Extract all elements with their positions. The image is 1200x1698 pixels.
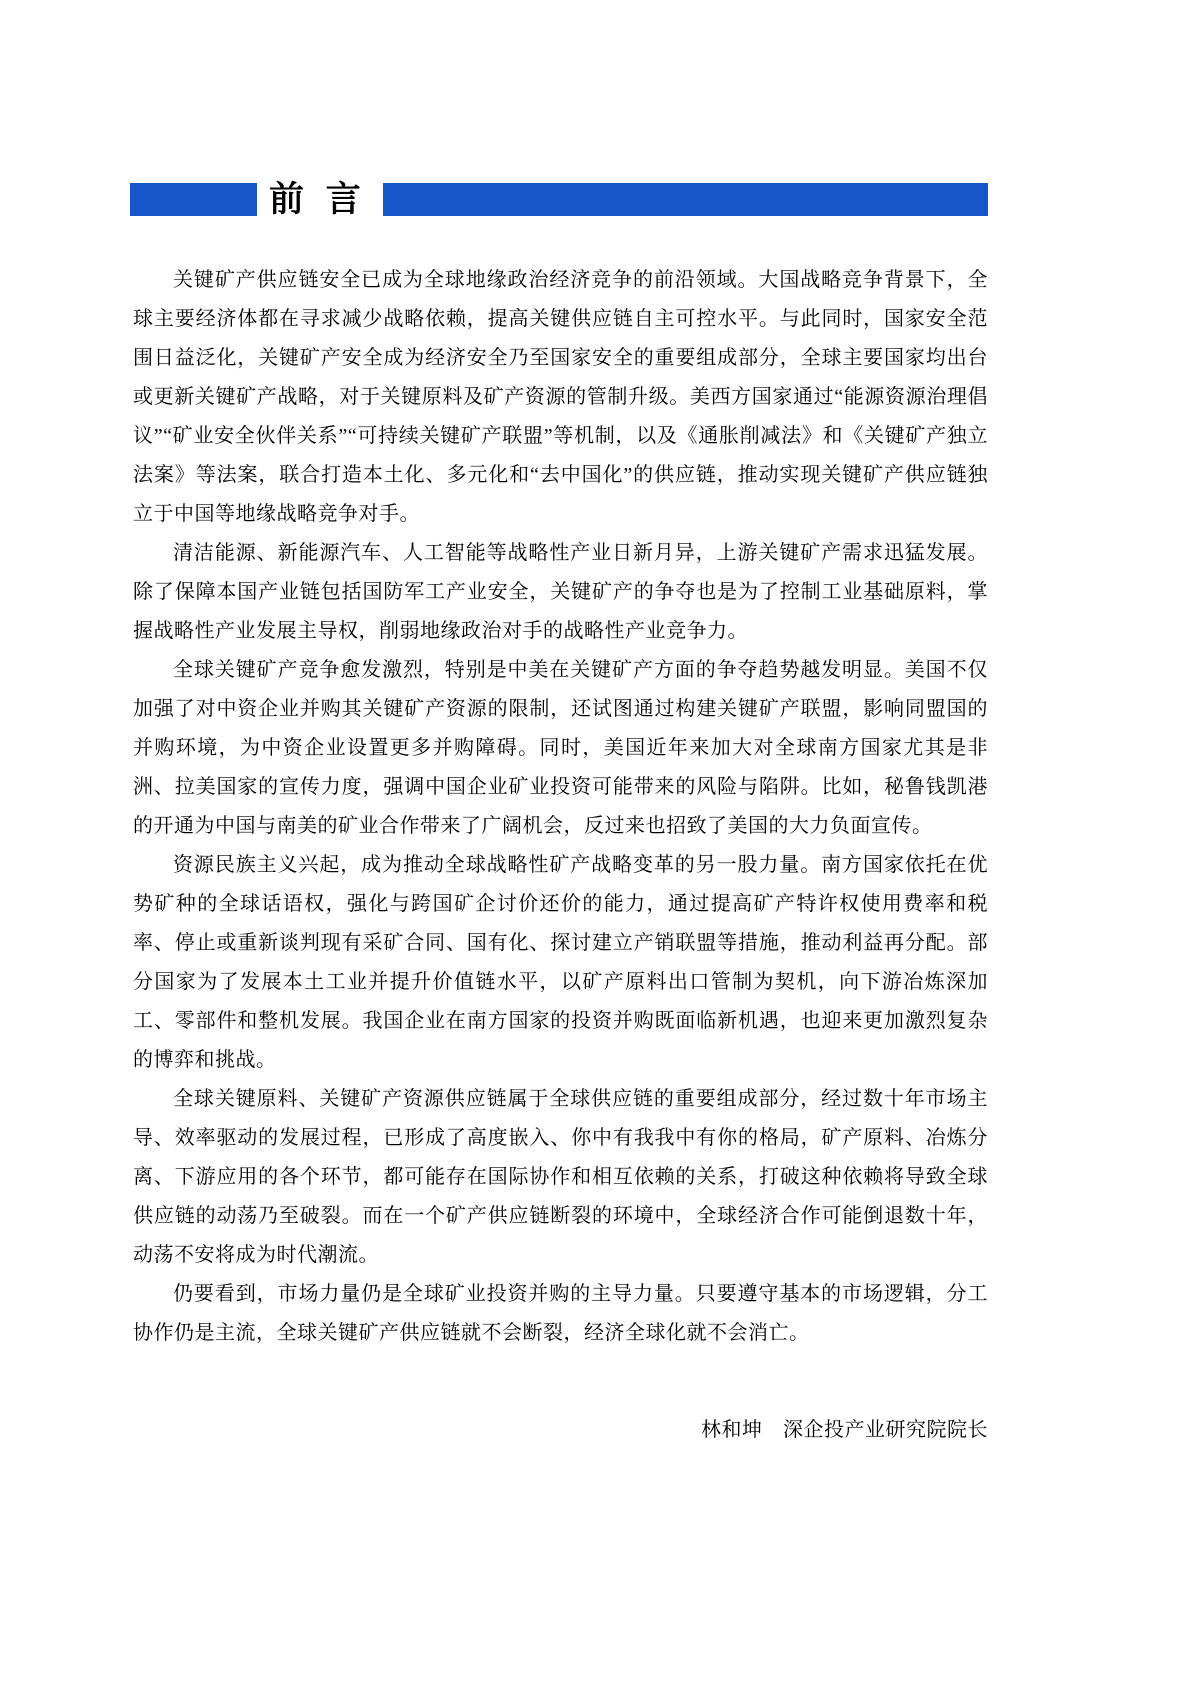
page-title: 前 言 (269, 180, 367, 219)
paragraph: 关键矿产供应链安全已成为全球地缘政治经济竞争的前沿领域。大国战略竞争背景下，全球主要经济体都在寻求减少战略依赖，提高关键供应链自主可控水平。与此同时，国家安全范围日益泛化，关键矿产安全成为经济安全乃至国家安全的重要组成部分，全球主要国家均出台或更新关键矿产战略，对于关键原料及矿产资源的管制升级。美西方国家通过“能源资源治理倡议”“矿业安全伙伴关系”“可持续关键矿产联盟”等机制，以及《通胀削减法》和《关键矿产独立法案》等法案，联合打造本土化、多元化和“去中国化”的供应链，推动实现关键矿产供应链独立于中国等地缘战略竞争对手。 (133, 269, 988, 525)
header-accent-bar-left (130, 183, 257, 216)
body-text (133, 261, 988, 1353)
signature: 林和坤 深企投产业研究院院长 (701, 1419, 988, 1441)
paragraph: 全球关键矿产竞争愈发激烈，特别是中美在关键矿产方面的争夺趋势越发明显。美国不仅加强了对中资企业并购其关键矿产资源的限制，还试图通过构建关键矿产联盟，影响同盟国的并购环境，为中资企业设置更多并购障碍。同时，美国近年来加大对全球南方国家尤其是非洲、拉美国家的宣传力度，强调中国企业矿业投资可能带来的风险与陷阱。比如，秘鲁钱凯港的开通为中国与南美的矿业合作带来了广阔机会，反过来也招致了美国的大力负面宣传。 (133, 659, 988, 837)
section-header (130, 182, 988, 217)
paragraph: 资源民族主义兴起，成为推动全球战略性矿产战略变革的另一股力量。南方国家依托在优势矿种的全球话语权，强化与跨国矿企讨价还价的能力，通过提高矿产特许权使用费率和税率、停止或重新谈判现有采矿合同、国有化、探讨建立产销联盟等措施，推动利益再分配。部分国家为了发展本土工业并提升价值链水平，以矿产原料出口管制为契机，向下游冶炼深加工、零部件和整机发展。我国企业在南方国家的投资并购既面临新机遇，也迎来更加激烈复杂的博弈和挑战。 (133, 854, 988, 1071)
header-accent-bar-right (383, 183, 988, 216)
paragraph: 清洁能源、新能源汽车、人工智能等战略性产业日新月异，上游关键矿产需求迅猛发展。除了保障本国产业链包括国防军工产业安全，关键矿产的争夺也是为了控制工业基础原料，掌握战略性产业发展主导权，削弱地缘政治对手的战略性产业竞争力。 (133, 542, 988, 642)
paragraph: 全球关键原料、关键矿产资源供应链属于全球供应链的重要组成部分，经过数十年市场主导、效率驱动的发展过程，已形成了高度嵌入、你中有我我中有你的格局，矿产原料、冶炼分离、下游应用的各个环节，都可能存在国际协作和相互依赖的关系，打破这种依赖将导致全球供应链的动荡乃至破裂。而在一个矿产供应链断裂的环境中，全球经济合作可能倒退数十年，动荡不安将成为时代潮流。 (133, 1088, 988, 1266)
paragraph: 仍要看到，市场力量仍是全球矿业投资并购的主导力量。只要遵守基本的市场逻辑，分工协作仍是主流，全球关键矿产供应链就不会断裂，经济全球化就不会消亡。 (133, 1283, 988, 1344)
